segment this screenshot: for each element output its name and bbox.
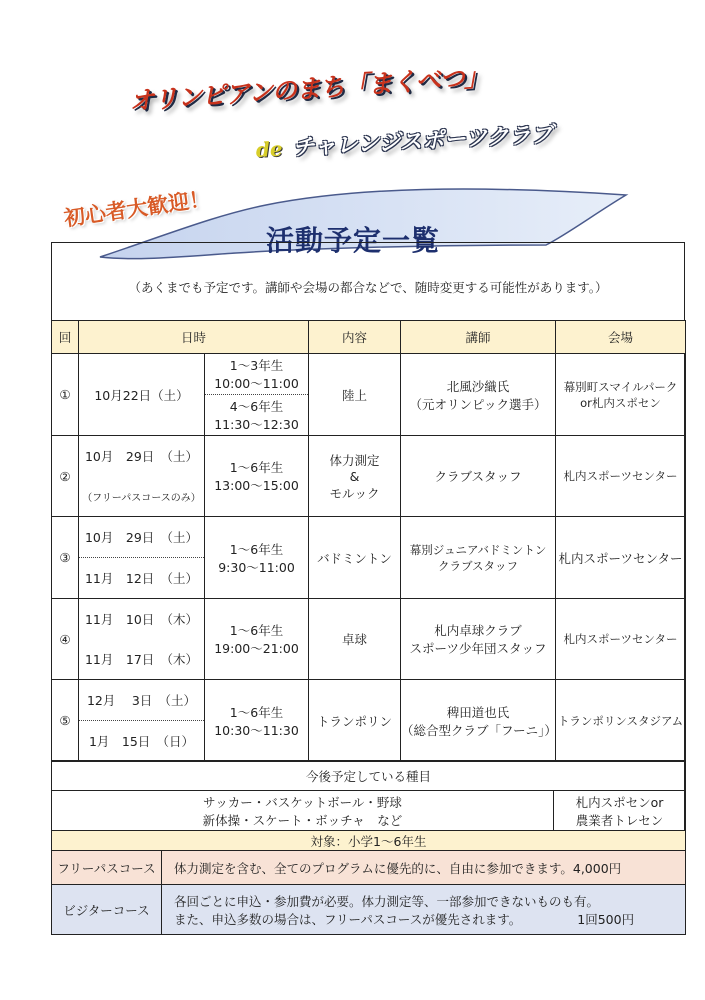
- content-cell: バドミントン: [309, 517, 401, 599]
- date-note: （フリーパスコースのみ）: [79, 476, 205, 517]
- table-row: [52, 354, 686, 395]
- round-number: ②: [52, 436, 79, 517]
- page-title: 活動予定一覧: [266, 224, 441, 257]
- instructor-cell: 札内卓球クラブ スポーツ少年団スタッフ: [401, 599, 556, 680]
- round-number: ①: [52, 354, 79, 436]
- content-cell: 体力測定 & モルック: [309, 436, 401, 517]
- welcome-label: 初心者大歓迎！: [62, 186, 212, 231]
- round-number: ⑤: [52, 680, 79, 762]
- time-cell: 4～6年生 11:30～12:30: [205, 395, 309, 436]
- venue-cell: 札内スポーツセンター: [556, 517, 686, 599]
- date-cell: 11月 10日 （木）: [79, 599, 205, 640]
- future-venue: 札内スポセンor 農業者トレセン: [554, 791, 686, 831]
- time-cell: 1～3年生 10:00～11:00: [205, 354, 309, 395]
- visitor-course-desc: 各回ごとに申込・参加費が必要。体力測定等、一部参加できないものも有。 また、申込多数の場合は、フリーパスコースが優先されます。 1回500円: [162, 885, 686, 935]
- time-cell: 1～6年生 19:00～21:00: [205, 599, 309, 680]
- disclaimer-note: （あくまでも予定です。講師や会場の都合などで、随時変更する可能性があります。）: [128, 280, 608, 295]
- headline-town: オリンピアンのまち「まくべつ」: [128, 61, 489, 116]
- date-cell: 11月 17日 （木）: [79, 639, 205, 680]
- venue-cell: 札内スポーツセンター: [556, 599, 686, 680]
- col-instructor: 講師: [401, 321, 556, 354]
- date-cell: 10月 29日 （土）: [79, 436, 205, 477]
- visitor-row: [52, 885, 686, 935]
- table-header-row: [52, 321, 686, 354]
- future-heading-row: [52, 761, 686, 791]
- time-cell: 1～6年生 10:30～11:30: [205, 680, 309, 762]
- table-row: [52, 517, 686, 558]
- round-number: ③: [52, 517, 79, 599]
- instructor-cell: 稗田道也氏 （総合型クラブ「フーニ」）: [401, 680, 556, 762]
- headline-de: de: [255, 136, 284, 162]
- col-content: 内容: [309, 321, 401, 354]
- date-cell: 12月 3日 （土）: [79, 680, 205, 721]
- target-label: 対象：小学1～6年生: [52, 831, 686, 851]
- visitor-price: 1回500円: [577, 911, 635, 927]
- venue-cell: 幕別町スマイルパーク or札内スポセン: [556, 354, 686, 436]
- col-datetime: 日時: [79, 321, 309, 354]
- venue-cell: トランポリンスタジアム: [556, 680, 686, 762]
- date-cell: 11月 12日 （土）: [79, 558, 205, 599]
- instructor-cell: 幕別ジュニアバドミントン クラブスタッフ: [401, 517, 556, 599]
- headline-club: [255, 117, 553, 164]
- content-cell: トランポリン: [309, 680, 401, 762]
- table-row: [52, 436, 686, 477]
- future-heading: 今後予定している種目: [52, 761, 686, 791]
- visitor-course-name: ビジターコース: [52, 885, 162, 935]
- content-cell: 陸上: [309, 354, 401, 436]
- col-venue: 会場: [556, 321, 686, 354]
- course-table: [51, 760, 686, 935]
- headline-club-name: チャレンジスポーツクラブ: [291, 122, 554, 162]
- content-cell: 卓球: [309, 599, 401, 680]
- date-cell: 1月 15日 （日）: [79, 721, 205, 762]
- venue-cell: 札内スポーツセンター: [556, 436, 686, 517]
- schedule-table: [51, 320, 686, 762]
- col-round: 回: [52, 321, 79, 354]
- date-cell: 10月 29日 （土）: [79, 517, 205, 558]
- target-row: [52, 831, 686, 851]
- time-cell: 1～6年生 9:30～11:00: [205, 517, 309, 599]
- instructor-cell: 北風沙織氏 （元オリンピック選手）: [401, 354, 556, 436]
- future-sports-row: [52, 791, 686, 831]
- table-row: [52, 680, 686, 721]
- round-number: ④: [52, 599, 79, 680]
- date-cell: 10月22日（土）: [79, 354, 205, 436]
- instructor-cell: クラブスタッフ: [401, 436, 556, 517]
- freepass-course-desc: 体力測定を含む、全てのプログラムに優先的に、自由に参加できます。4,000円: [162, 851, 686, 885]
- time-cell: 1～6年生 13:00～15:00: [205, 436, 309, 517]
- table-row: [52, 599, 686, 640]
- freepass-course-name: フリーパスコース: [52, 851, 162, 885]
- future-sports: サッカー・バスケットボール・野球 新体操・スケート・ボッチャ など: [52, 791, 554, 831]
- freepass-row: [52, 851, 686, 885]
